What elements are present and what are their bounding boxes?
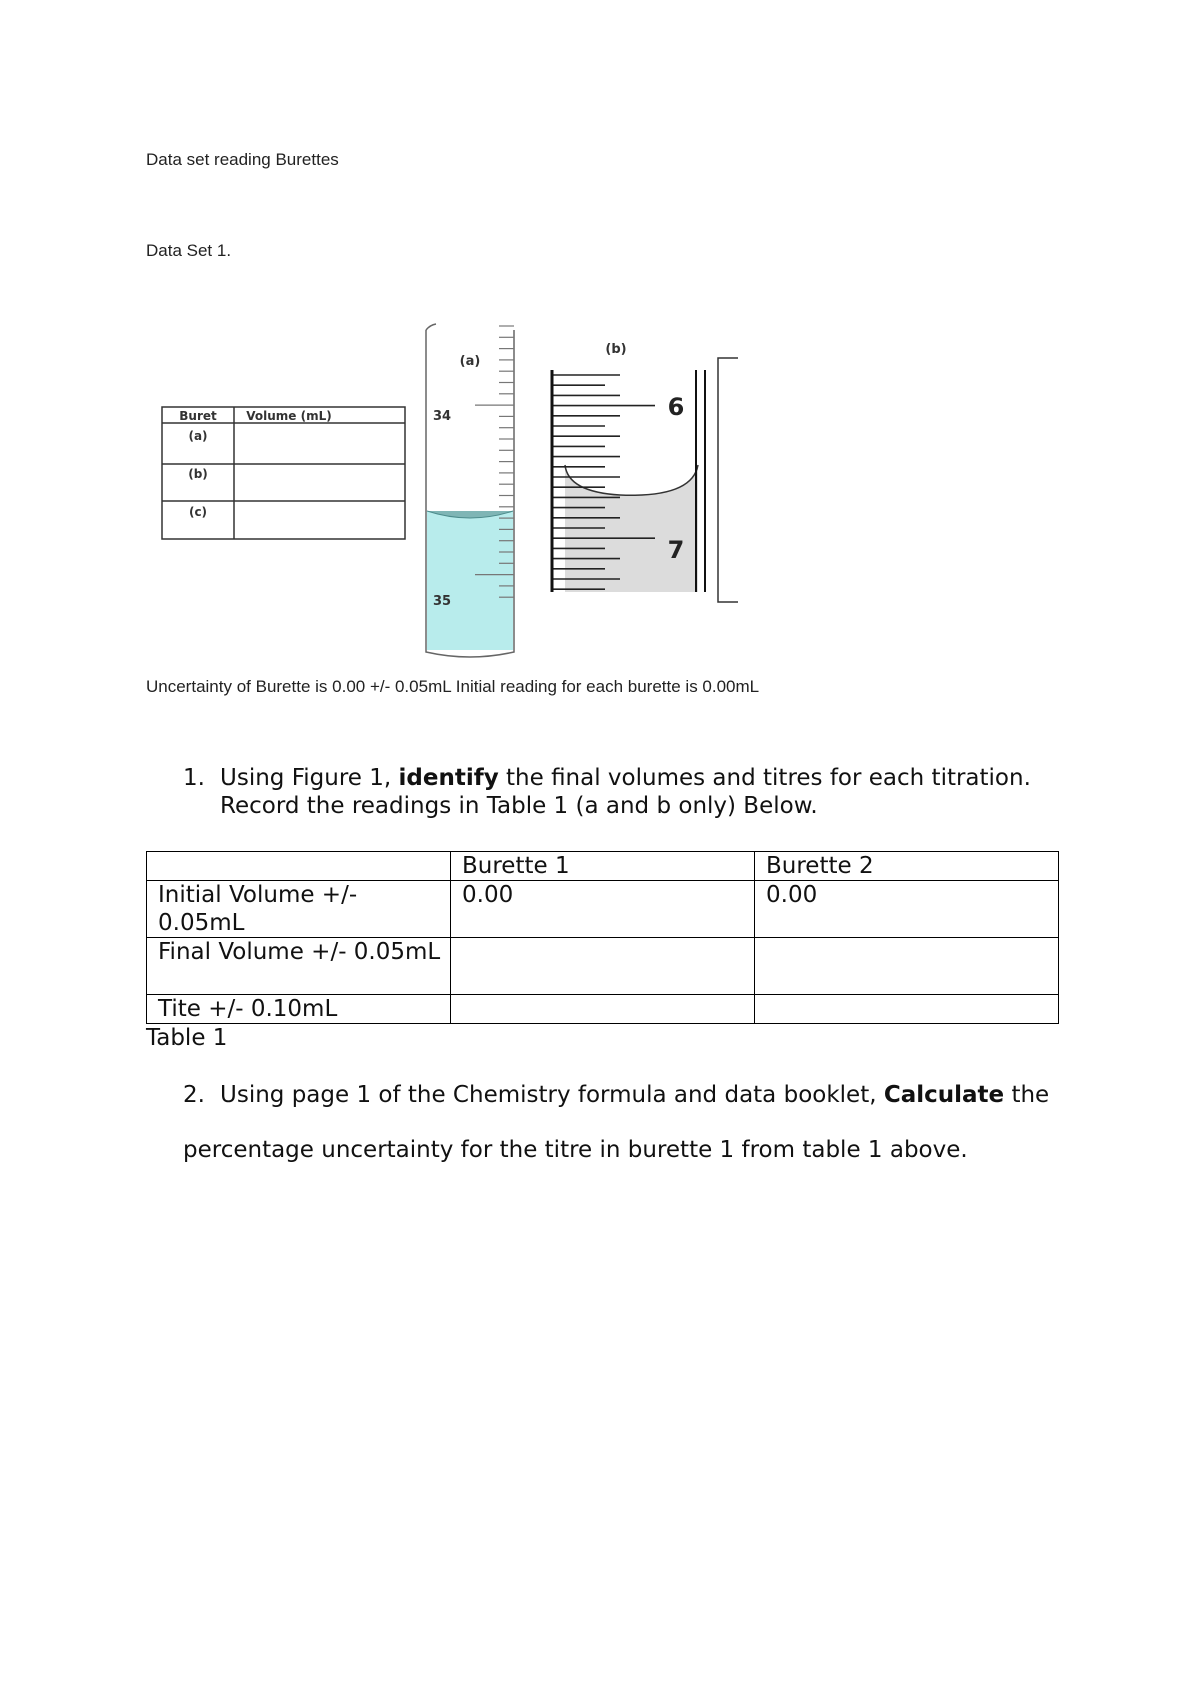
question-2-number: 2. <box>183 1082 205 1108</box>
row-label-titre: Tite +/- 0.10mL <box>147 995 451 1024</box>
mini-table-row-b: (b) <box>188 467 208 481</box>
burette-b-tick-6: 6 <box>667 393 685 421</box>
burette-figure <box>150 320 750 660</box>
table-header-burette-1: Burette 1 <box>451 852 755 881</box>
table-header-row <box>147 852 1059 881</box>
cell-final-burette-1[interactable] <box>451 938 755 995</box>
question-2-continuation: percentage uncertainty for the titre in burette 1 from table 1 above. <box>183 1137 968 1163</box>
burette-b-tick-7: 7 <box>667 536 685 564</box>
table-row <box>147 995 1059 1024</box>
dataset-label: Data Set 1. <box>146 241 232 260</box>
mini-table-row-a: (a) <box>188 429 208 443</box>
row-label-final-volume: Final Volume +/- 0.05mL <box>147 938 451 995</box>
row-label-initial-volume: Initial Volume +/- 0.05mL <box>147 881 451 938</box>
table-caption: Table 1 <box>146 1025 228 1051</box>
burette-b-zoom <box>552 358 738 602</box>
burette-a-label: (a) <box>459 354 481 369</box>
table-header-cell <box>147 852 451 881</box>
table-row <box>147 881 1059 938</box>
question-2-text: Using page 1 of the Chemistry formula and data booklet, Calculate the <box>220 1082 1050 1108</box>
cell-final-burette-2[interactable] <box>755 938 1059 995</box>
question-1-text: Using Figure 1, identify the final volumes and titres for each titration. Record the readings in Table 1 (a and b only) Below. <box>220 765 1031 819</box>
readings-table <box>146 851 1059 1024</box>
cell-titre-burette-2[interactable] <box>755 995 1059 1024</box>
mini-table-header-buret: Buret <box>179 409 217 423</box>
burette-a-tick-35: 35 <box>432 594 452 609</box>
question-2-keyword: Calculate <box>883 1082 1005 1108</box>
document-title: Data set reading Burettes <box>146 150 339 169</box>
question-1-keyword: identify <box>398 765 499 791</box>
cell-initial-burette-1[interactable]: 0.00 <box>451 881 755 938</box>
mini-table-row-c: (c) <box>188 505 208 519</box>
mini-table-header-volume: Volume (mL) <box>246 409 332 423</box>
uncertainty-note: Uncertainty of Burette is 0.00 +/- 0.05mL Initial reading for each burette is 0.00mL <box>146 677 760 696</box>
question-1-number: 1. <box>183 765 205 791</box>
cell-initial-burette-2[interactable]: 0.00 <box>755 881 1059 938</box>
table-row <box>147 938 1059 995</box>
table-header-burette-2: Burette 2 <box>755 852 1059 881</box>
cell-titre-burette-1[interactable] <box>451 995 755 1024</box>
burette-b-label: (b) <box>605 342 627 357</box>
burette-a-tick-34: 34 <box>432 409 452 424</box>
